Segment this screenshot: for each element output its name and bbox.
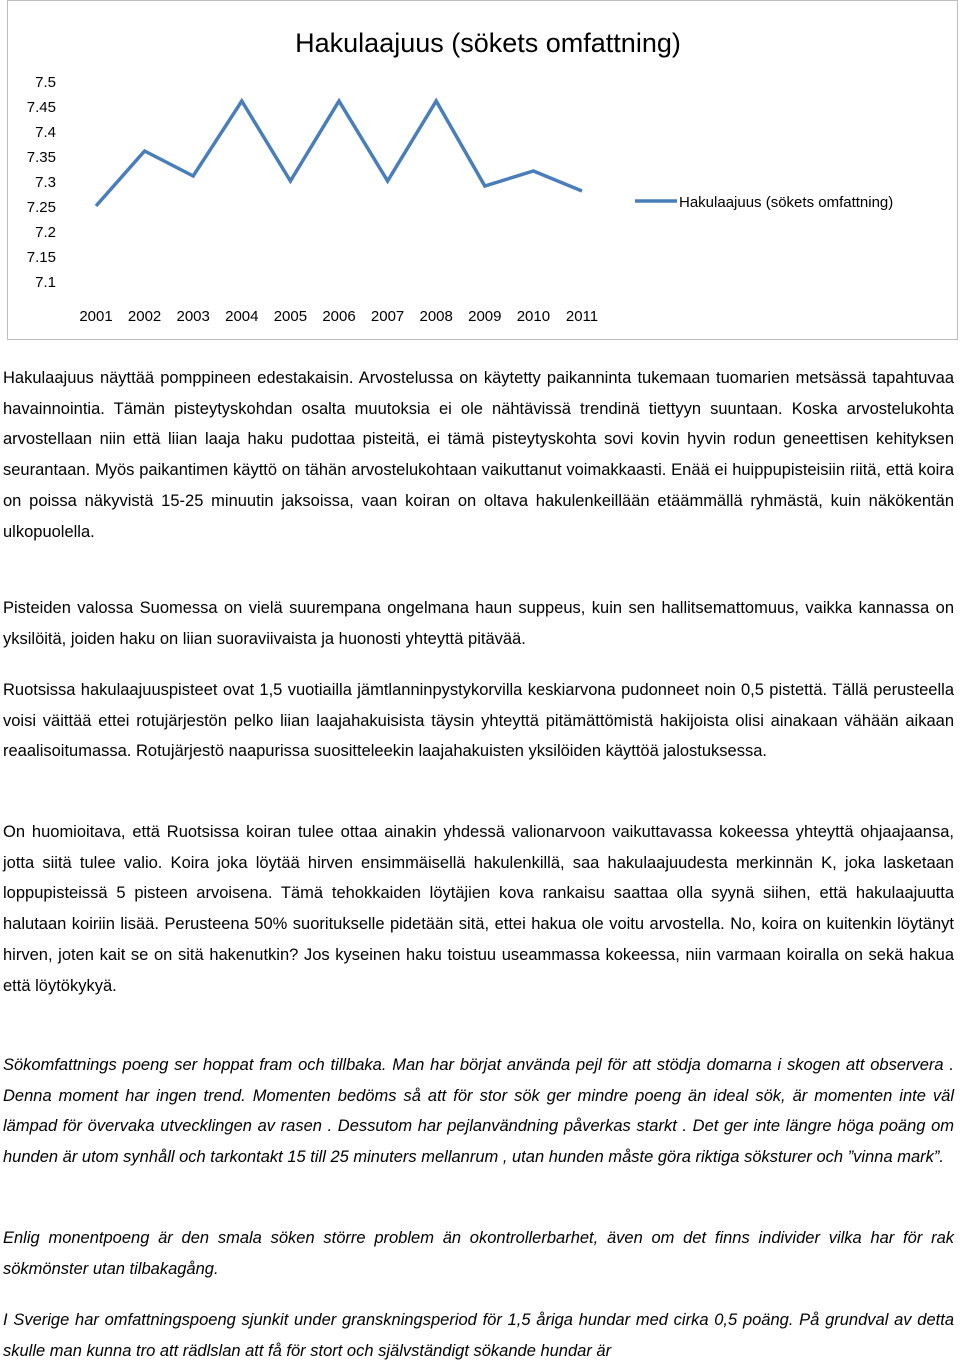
y-tick-label: 7.4 (35, 124, 56, 141)
chart-title: Hakulaajuus (sökets omfattning) (295, 28, 681, 58)
x-tick-label: 2009 (468, 308, 502, 325)
legend-label: Hakulaajuus (sökets omfattning) (679, 194, 894, 211)
x-tick-label: 2003 (176, 308, 210, 325)
paragraph-4: On huomioitava, että Ruotsissa koiran tulee ottaa ainakin yhdessä valionarvoon vaikuttavassa kokeessa yhteyttä ohjaajaansa, jotta siitä tulee valio. Koira joka löytää hirven ensimmäisellä hakulenkillä, saa hakulaajuudesta merkinnän K, joka lasketaan loppupisteissä 5 pisteen arvoisena. Tämä tehokkaiden löytäjien kova rankaisu saattaa olla syynä siihen, että hakulaajuutta halutaan koiriin lisää. Perusteena 50% suoritukselle pidetään sitä, ettei hakua ole voitu arvostella. No, koira on kuitenkin löytänyt hirven, joten kait se on sitä hakenutkin? Jos kyseinen haku toistuu useammassa kokeessa, niin varmaan koiralla on sekä hakua että löytökykyä. (3, 823, 954, 995)
x-axis-ticks (79, 308, 598, 325)
x-tick-label: 2004 (225, 308, 259, 325)
x-tick-label: 2011 (565, 308, 599, 325)
y-tick-label: 7.5 (35, 74, 56, 91)
paragraph-2: Pisteiden valossa Suomessa on vielä suurempana ongelmana haun suppeus, kuin sen hallitsemattomuus, vaikka kannassa on yksilöitä, joiden haku on liian suoraviivaista ja huonosti yhteyttä pitävää. (3, 599, 954, 648)
x-tick-label: 2008 (419, 308, 453, 325)
x-tick-label: 2007 (370, 308, 405, 325)
x-tick-label: 2002 (127, 308, 162, 325)
line-chart (8, 1, 959, 341)
y-tick-label: 7.15 (26, 249, 56, 266)
paragraph-7: I Sverige har omfattningspoeng sjunkit under granskningsperiod för 1,5 åriga hundar med cirka 0,5 poäng. På grundval av detta skulle man kunna tro att rädlslan att få för stort och självständigt sökande hundar är (3, 1311, 954, 1360)
paragraph-5: Sökomfattnings poeng ser hoppat fram och tillbaka. Man har börjat använda pejl för att stödja domarna i skogen att observera . Denna moment har ingen trend. Momenten bedöms så att för stor sök ger mindre poeng än ideal sök, är momenten inte väl lämpad för övervaka utvecklingen av rasen . Dessutom har pejlanvändning påverkas starkt . Det ger inte längre höga poäng om hunden är utom synhåll och tarkontakt 15 till 25 minuters mellanrum , utan hunden måste göra riktiga söksturer och ”vinna mark”. (3, 1056, 954, 1167)
chart-frame (7, 0, 958, 340)
x-tick-label: 2010 (516, 308, 551, 325)
y-tick-label: 7.45 (26, 99, 56, 116)
x-tick-label: 2001 (79, 308, 113, 325)
y-tick-label: 7.2 (35, 224, 56, 241)
x-tick-label: 2005 (273, 308, 308, 325)
y-axis-ticks (27, 74, 56, 291)
y-tick-label: 7.25 (26, 199, 56, 216)
paragraph-1: Hakulaajuus näyttää pomppineen edestakaisin. Arvostelussa on käytetty paikanninta tukemaan tuomarien metsässä tapahtuvaa havainnointia. Tämän pisteytyskohdan osalta muutoksia ei ole nähtävissä trendinä tiettyyn suuntaan. Koska arvostelukohta arvostellaan niin että liian laaja haku pudottaa pisteitä, ei tämä pisteytyskohta sovi kovin hyvin rodun geneettisen kehityksen seurantaan. Myös paikantimen käyttö on tähän arvostelukohtaan vaikuttanut voimakkaasti. Enää ei huippupisteisiin riitä, että koira on poissa näkyvistä 15-25 minuutin jaksoissa, vaan koiran on oltava hakulenkeillään etäämmällä ryhmästä, kuin näkökentän ulkopuolella. (3, 369, 954, 541)
y-tick-label: 7.35 (26, 149, 56, 166)
x-tick-label: 2006 (322, 308, 356, 325)
paragraph-3: Ruotsissa hakulaajuuspisteet ovat 1,5 vuotiailla jämtlanninpystykorvilla keskiarvona pudonneet noin 0,5 pistettä. Tällä perusteella voisi väittää ettei rotujärjestön pelko liian laajahakuisista täysin yhteyttä pitämättömistä hakijoista olisi ainakaan vähään aikaan reaalisoitumassa. Rotujärjestö naapurissa suositteleekin laajahakuisten yksilöiden käyttöä jalostuksessa. (3, 681, 954, 761)
paragraph-6: Enlig monentpoeng är den smala söken större problem än okontrollerbarhet, även om det finns individer vilka har för rak sökmönster utan tilbakagång. (3, 1229, 954, 1278)
y-tick-label: 7.1 (35, 274, 56, 291)
y-tick-label: 7.3 (35, 174, 56, 191)
series-line (96, 101, 582, 206)
